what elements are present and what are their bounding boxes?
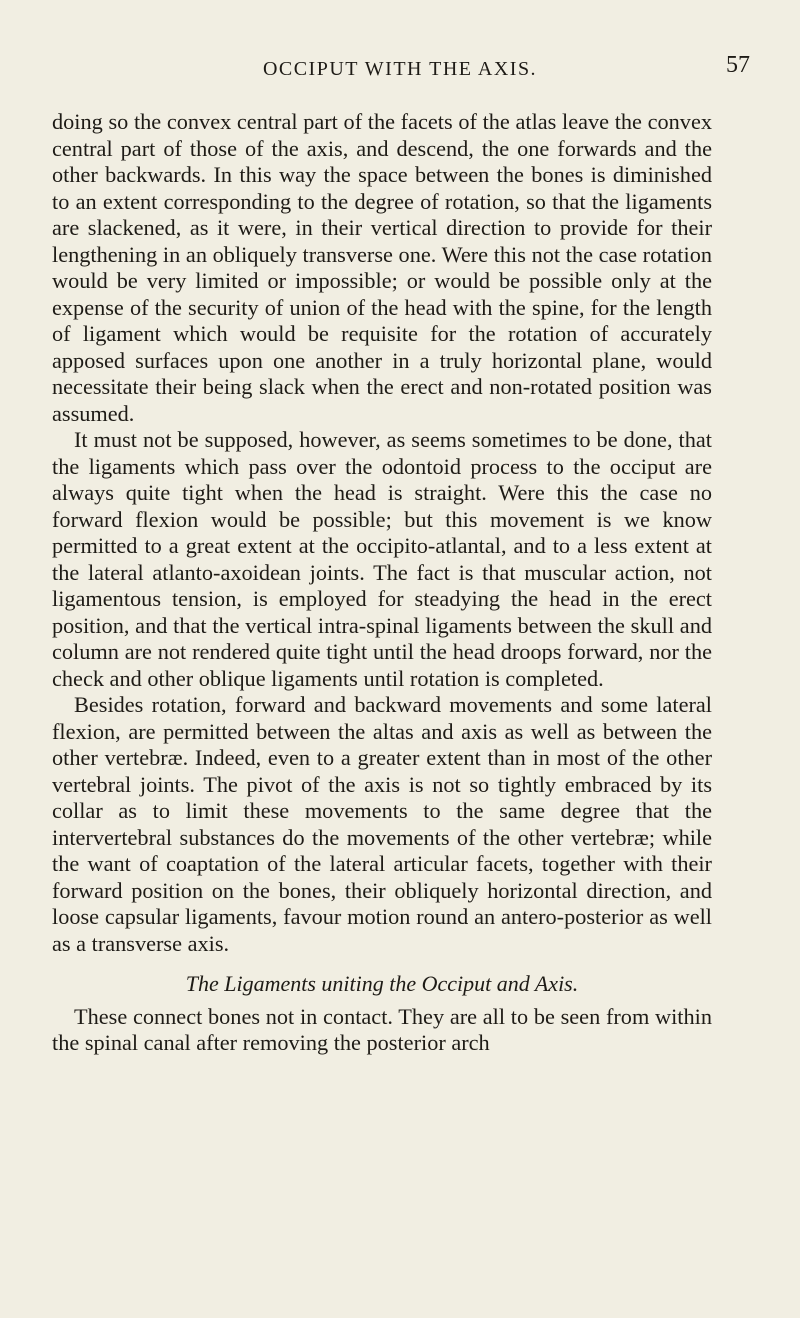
paragraph-ligament-tension: It must not be supposed, however, as seems sometimes to be done, that the ligaments which pass over the odontoid process to the occiput are always quite tight when the head is straight. Were this the case no forward flexion would be possible; but this movement is we know permitted to a great extent at the occipito-atlantal, and to a less extent at the lateral atlanto-axoidean joints. The fact is that muscular action, not ligamentous tension, is employed for steadying the head in the erect position, and that the vertical intra-spinal ligaments between the skull and column are not rendered quite tight until the head droops forward, nor the check and other oblique ligaments until rotation is completed.: [52, 427, 712, 691]
paragraph-continued: doing so the convex central part of the facets of the atlas leave the convex central part of those of the axis, and descend, the one forwards and the other backwards. In this way the space between the bones is diminished to an extent corresponding to the degree of rotation, so that the ligaments are slackened, as it were, in their vertical direction to provide for their lengthening in an obliquely transverse one. Were this not the case rotation would be very limited or impossible; or would be possible only at the expense of the security of union of the head with the spine, for the length of ligament which would be requisite for the rotation of accurately apposed surfaces upon one another in a truly horizontal plane, would necessitate their being slack when the erect and non-rotated position was assumed.: [52, 109, 712, 426]
body-text: [52, 109, 712, 1057]
paragraph-movements: Besides rotation, forward and backward movements and some lateral flexion, are permitted between the altas and axis as well as between the other vertebræ. Indeed, even to a greater extent than in most of the other vertebral joints. The pivot of the axis is not so tightly embraced by its collar as to limit these movements to the same degree that the intervertebral substances do the movements of the other vertebræ; while the want of coaptation of the lateral articular facets, together with their forward position on the bones, their obliquely horizontal direction, and loose capsular ligaments, favour motion round an antero-posterior as well as a transverse axis.: [52, 692, 712, 956]
paragraph-ligaments-intro: These connect bones not in contact. They are all to be seen from within the spinal canal after removing the posterior arch: [52, 1003, 712, 1055]
running-head: [44, 50, 756, 90]
section-heading: The Ligaments uniting the Occiput and Axis.: [185, 971, 579, 996]
page-number: 57: [726, 52, 750, 78]
running-title: OCCIPUT WITH THE AXIS.: [262, 58, 538, 80]
